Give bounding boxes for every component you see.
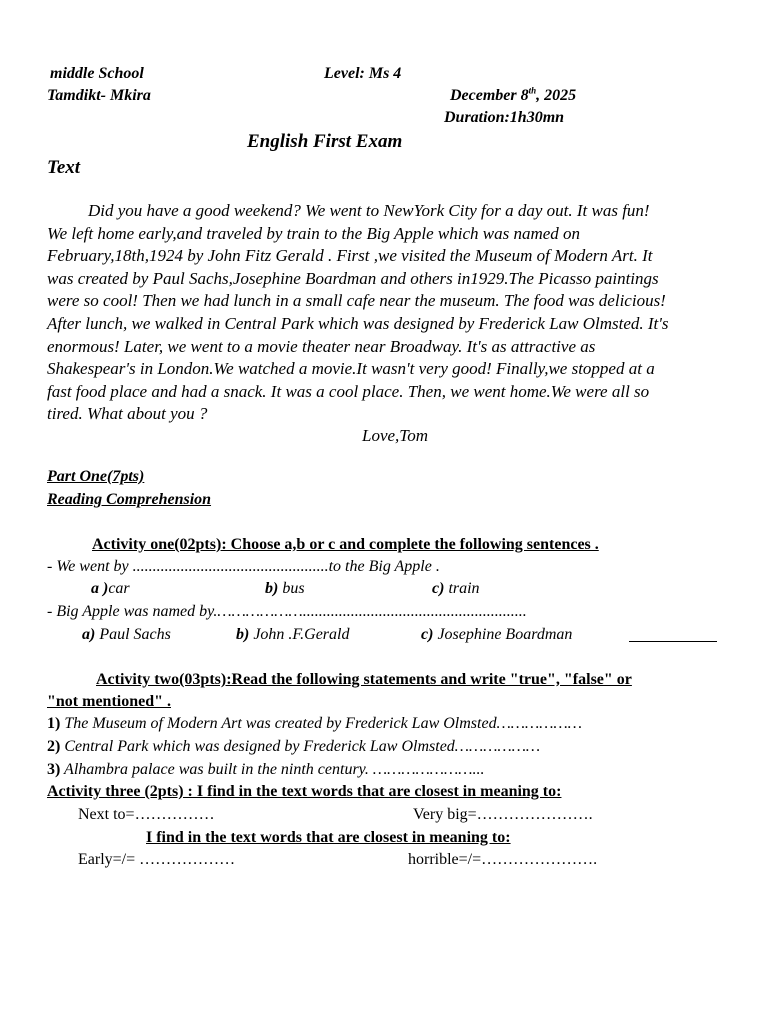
opposite-horrible: horrible=/=…………………. <box>408 851 598 868</box>
passage-line: enormous! Later, we went to a movie theater near Broadway. It's as attractive as <box>47 336 596 356</box>
passage-line: After lunch, we walked in Central Park which was designed by Frederick Law Olmsted. It's <box>47 313 669 333</box>
activity-one-heading: Activity one(02pts): Choose a,b or c and complete the following sentences . <box>92 536 599 553</box>
letter-signature: Love,Tom <box>362 426 428 445</box>
school-name: middle School <box>50 65 144 82</box>
passage-line: were so cool! Then we had lunch in a small cafe near the museum. The food was delicious! <box>47 291 666 311</box>
activity-one-question-2: - Big Apple was named by.………………........................................................ <box>47 603 527 620</box>
q2-option-c: c) Josephine Boardman <box>421 626 573 643</box>
activity-three-subheading: I find in the text words that are closest in meaning to: <box>146 829 511 846</box>
school-location: Tamdikt- Mkira <box>47 87 151 104</box>
level-label: Level: Ms 4 <box>324 65 402 82</box>
activity-two-heading-continued: "not mentioned" . <box>47 693 171 710</box>
exam-duration: Duration:1h30mn <box>444 109 565 126</box>
passage-line: fast food place and had a snack. It was a cool place. Then, we went home.We were all so <box>47 381 650 401</box>
passage-line: tired. What about you ? <box>47 404 208 424</box>
statement-2: 2) Central Park which was designed by Frederick Law Olmsted……………… <box>47 738 541 755</box>
activity-three-heading: Activity three (2pts) : I find in the text words that are closest in meaning to: <box>47 783 562 800</box>
q1-option-c: c) train <box>432 580 480 597</box>
q1-option-b: b) bus <box>265 580 305 597</box>
passage-line: February,18th,1924 by John Fitz Gerald . First ,we visited the Museum of Modern Art. It <box>47 246 653 266</box>
opposite-early: Early=/= ……………… <box>78 851 236 868</box>
q1-option-a: a )car <box>91 580 130 597</box>
statement-1: 1) The Museum of Modern Art was created by Frederick Law Olmsted……………… <box>47 715 582 732</box>
reading-passage <box>47 200 727 426</box>
activity-one-question-1: - We went by .................................................to the Big Apple . <box>47 558 440 575</box>
activity-two-heading: Activity two(03pts):Read the following statements and write "true", "false" or <box>96 671 632 688</box>
reading-comprehension-heading: Reading Comprehension <box>47 491 212 508</box>
answer-blank-line <box>629 627 717 647</box>
passage-line: Did you have a good weekend? We went to NewYork City for a day out. It was fun! <box>88 201 650 220</box>
part-one-heading: Part One(7pts) <box>47 468 145 485</box>
q2-option-a: a) Paul Sachs <box>82 626 171 643</box>
exam-title: English First Exam <box>247 131 403 152</box>
text-heading: Text <box>47 157 81 178</box>
passage-line: We left home early,and traveled by train to the Big Apple which was named on <box>47 223 581 243</box>
statement-3: 3) Alhambra palace was built in the ninth century. …………………... <box>47 761 485 778</box>
synonym-next-to: Next to=…………… <box>78 806 215 823</box>
q2-option-b: b) John .F.Gerald <box>236 626 350 643</box>
synonym-very-big: Very big=…………………. <box>413 806 593 823</box>
exam-date: December 8th, 2025 <box>450 85 577 104</box>
passage-line: Shakespear's in London.We watched a movie.It wasn't very good! Finally,we stopped at a <box>47 359 655 379</box>
passage-line: was created by Paul Sachs,Josephine Boardman and others in1929.The Picasso paintings <box>47 268 659 288</box>
